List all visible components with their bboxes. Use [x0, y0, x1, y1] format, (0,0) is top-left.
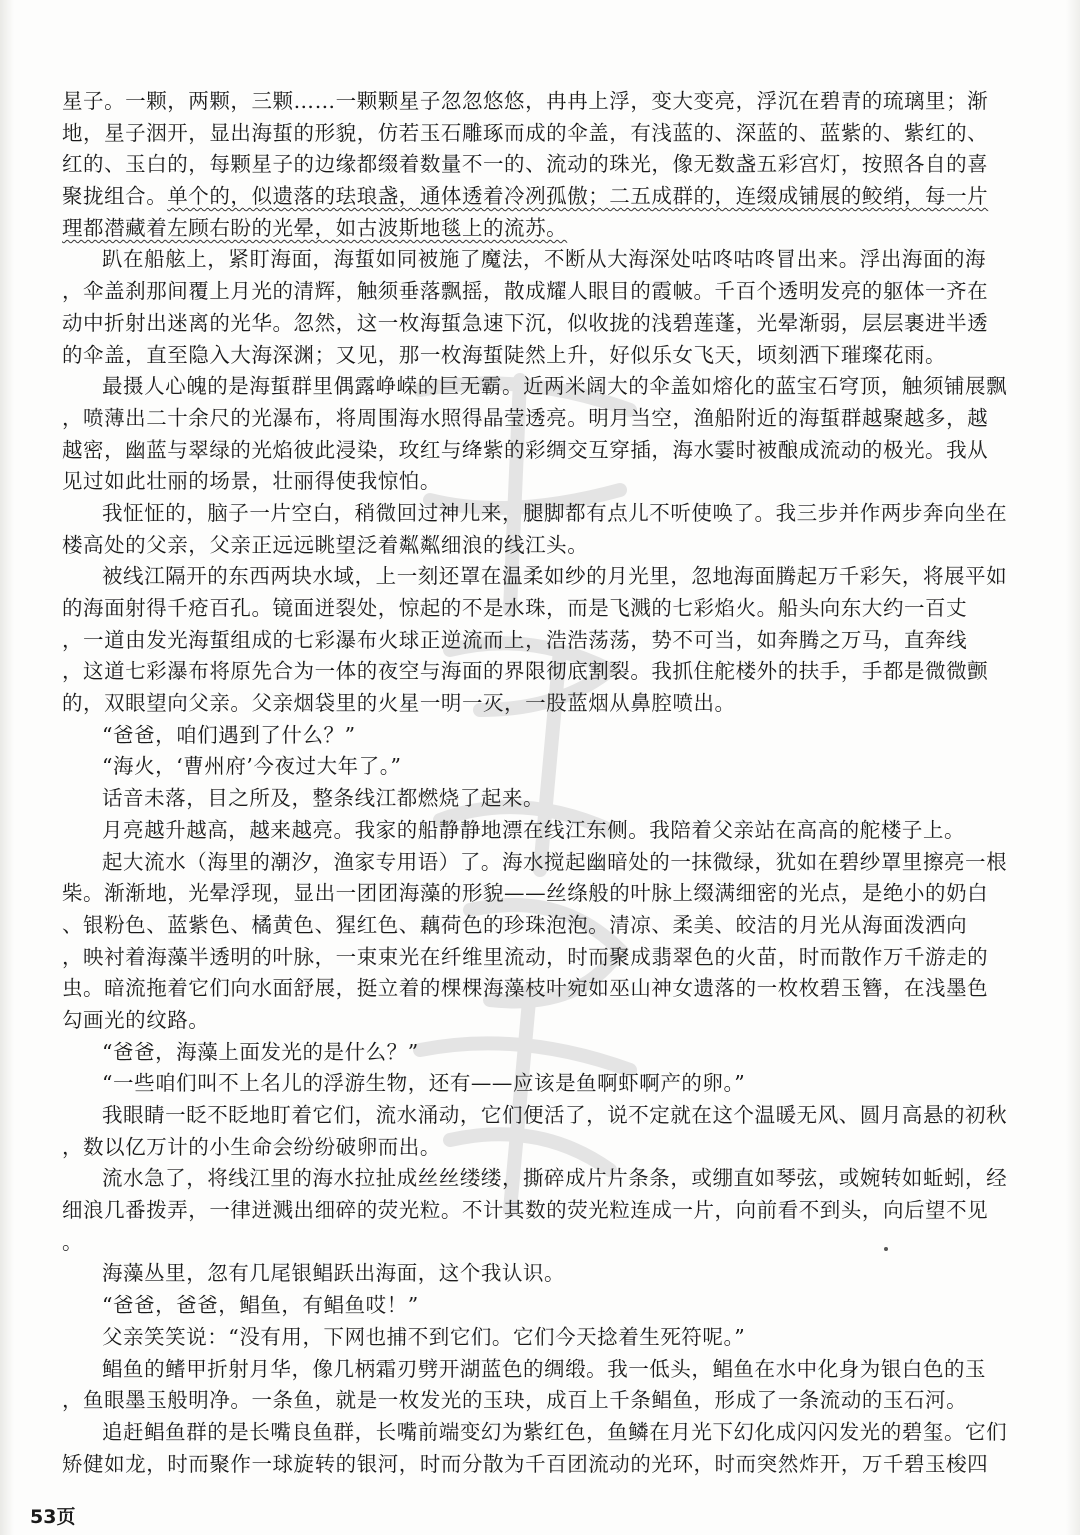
- underlined-text-line: 理都潜藏着左顾右盼的光晕，如古波斯地毯上的流苏。: [62, 215, 568, 240]
- text-line: ，映衬着海藻半透明的叶脉，一束束光在纤维里流动，时而聚成翡翠色的火苗，时而散作万千游走的: [62, 944, 989, 969]
- text-line: 地，星子洇开，显出海蜇的形貌，仿若玉石雕琢而成的伞盖，有浅蓝的、深蓝的、蓝紫的、紫红的、: [62, 120, 989, 145]
- text-line: ，伞盖刹那间覆上月光的清辉，触须垂落飘摇，散成耀人眼目的霞帔。千百个透明发亮的躯体一齐在: [62, 279, 989, 304]
- text-line: 、银粉色、蓝紫色、橘黄色、猩红色、藕荷色的珍珠泡泡。清凉、柔美、皎洁的月光从海面泼洒向: [62, 912, 968, 937]
- text-line: 话音未落，目之所及，整条线江都燃烧了起来。: [102, 786, 545, 811]
- dialogue-line: “海火，‘曹州府’今夜过大年了。”: [102, 754, 402, 779]
- text-line: 。: [62, 1229, 84, 1254]
- page-number: 53页: [30, 1506, 76, 1528]
- text-line: 趴在船舷上，紧盯海面，海蜇如同被施了魔法，不断从大海深处咕咚咕咚冒出来。浮出海面的海: [102, 247, 987, 272]
- dialogue-line: “爸爸，海藻上面发光的是什么？”: [102, 1039, 419, 1064]
- text-line: ，这道七彩瀑布将原先合为一体的夜空与海面的界限彻底割裂。我抓住舵楼外的扶手，手都是微微颤: [62, 659, 989, 684]
- dialogue-line: “爸爸，爸爸，鲳鱼，有鲳鱼哎！”: [102, 1293, 419, 1318]
- underlined-text: 单个的，似遗落的珐琅盏，通体透着冷冽孤傲；二五成群的，连缀成铺展的鲛绡，每一片: [167, 184, 989, 209]
- text-line: 我怔怔的，脑子一片空白，稍微回过神儿来，腿脚都有点儿不听使唤了。我三步并作两步奔向坐在: [102, 500, 1008, 525]
- text-line: 虫。暗流拖着它们向水面舒展，挺立着的棵棵海藻枝叶宛如巫山神女遗落的一枚枚碧玉簪，在浅墨色: [62, 976, 989, 1001]
- text-line-with-underline: [62, 181, 1020, 213]
- text-line: 星子。一颗，两颗，三颗……一颗颗星子忽忽悠悠，冉冉上浮，变大变亮，浮沉在碧青的琉璃里；渐: [62, 89, 989, 113]
- article-body: [62, 86, 1020, 1480]
- text-line: 鲳鱼的鳍甲折射月华，像几柄霜刃劈开湖蓝色的绸缎。我一低头，鲳鱼在水中化身为银白色的玉: [102, 1356, 987, 1381]
- text-line: 被线江隔开的东西两块水域，上一刻还罩在温柔如纱的月光里，忽地海面腾起万千彩矢，将展平如: [102, 564, 1008, 589]
- dialogue-line: “一些咱们叫不上名儿的浮游生物，还有——应该是鱼啊虾啊产的卵。”: [102, 1071, 746, 1096]
- scan-shadow-right: [1066, 0, 1080, 1535]
- text-line: 见过如此壮丽的场景，壮丽得使我惊怕。: [62, 469, 441, 494]
- text-line: 的伞盖，直至隐入大海深渊；又见，那一枚海蜇陡然上升，好似乐女飞天，顷刻洒下璀璨花雨。: [62, 342, 947, 367]
- text-line: 的海面射得千疮百孔。镜面迸裂处，惊起的不是水珠，而是飞溅的七彩焰火。船头向东大约一百丈: [62, 596, 968, 620]
- text-line: 勾画光的纹路。: [62, 1007, 210, 1032]
- text-line: 细浪几番拨弄，一律迸溅出细碎的荧光粒。不计其数的荧光粒连成一片，向前看不到头，向后望不见: [62, 1198, 989, 1223]
- scan-speck: [884, 1247, 888, 1251]
- text-line: 月亮越升越高，越来越亮。我家的船静静地漂在线江东侧。我陪着父亲站在高高的舵楼子上。: [102, 817, 966, 842]
- text-line: 海藻丛里，忽有几尾银鲳跃出海面，这个我认识。: [102, 1261, 566, 1286]
- text-line: 柴。渐渐地，光晕浮现，显出一团团海藻的形貌——丝绦般的叶脉上缀满细密的光点，是绝小的奶白: [62, 881, 989, 906]
- text-line: 最摄人心魄的是海蜇群里偶露峥嵘的巨无霸。近两米阔大的伞盖如熔化的蓝宝石穹顶，触须铺展飘: [102, 374, 1008, 399]
- dialogue-line: “爸爸，咱们遇到了什么？”: [102, 722, 356, 747]
- text-line: 动中折射出迷离的光华。忽然，这一枚海蜇急速下沉，似收拢的浅碧莲蓬，光晕渐弱，层层裹进半透: [62, 310, 989, 335]
- text-line: 父亲笑笑说：“没有用，下网也捕不到它们。它们今天捻着生死符呢。”: [102, 1324, 746, 1349]
- text-line: ，数以亿万计的小生命会纷纷破卵而出。: [62, 1134, 441, 1159]
- scan-shadow-left: [0, 0, 14, 1535]
- text-line: 越密，幽蓝与翠绿的光焰彼此浸染，玫红与绛紫的彩绸交互穿插，海水霎时被酿成流动的极光。我从: [62, 437, 989, 462]
- text-line: 我眼睛一眨不眨地盯着它们，流水涌动，它们便活了，说不定就在这个温暖无风、圆月高悬的初秋: [102, 1103, 1008, 1127]
- text-line: 追赶鲳鱼群的是长嘴良鱼群，长嘴前端变幻为紫红色，鱼鳞在月光下幻化成闪闪发光的碧玺。它们: [102, 1419, 1008, 1444]
- text-line: ，一道由发光海蜇组成的七彩瀑布火球正逆流而上，浩浩荡荡，势不可当，如奔腾之万马，直奔线: [62, 627, 968, 652]
- text-line: 流水急了，将线江里的海水拉扯成丝丝缕缕，撕碎成片片条条，或绷直如琴弦，或婉转如蚯蚓，经: [102, 1166, 1008, 1191]
- text-line: ，鱼眼墨玉般明净。一条鱼，就是一枚发光的玉玦，成百上千条鲳鱼，形成了一条流动的玉石河。: [62, 1388, 968, 1413]
- text-line: 的，双眼望向父亲。父亲烟袋里的火星一明一灭，一股蓝烟从鼻腔喷出。: [62, 691, 736, 716]
- text-line: 矫健如龙，时而聚作一球旋转的银河，时而分散为千百团流动的光环，时而突然炸开，万千碧玉梭四: [62, 1451, 989, 1476]
- text-line: 楼高处的父亲，父亲正远远眺望泛着粼粼细浪的线江头。: [62, 532, 589, 557]
- text-line: 红的、玉白的，每颗星子的边缘都缀着数量不一的、流动的珠光，像无数盏五彩宫灯，按照各自的喜: [62, 152, 989, 177]
- text-line: ，喷薄出二十余尺的光瀑布，将周围海水照得晶莹透亮。明月当空，渔船附近的海蜇群越聚越多，越: [62, 405, 989, 430]
- text-segment: 聚拢组合。: [62, 184, 168, 209]
- text-line: 起大流水（海里的潮汐，渔家专用语）了。海水搅起幽暗处的一抹微绿，犹如在碧纱罩里擦亮一根: [102, 849, 1008, 874]
